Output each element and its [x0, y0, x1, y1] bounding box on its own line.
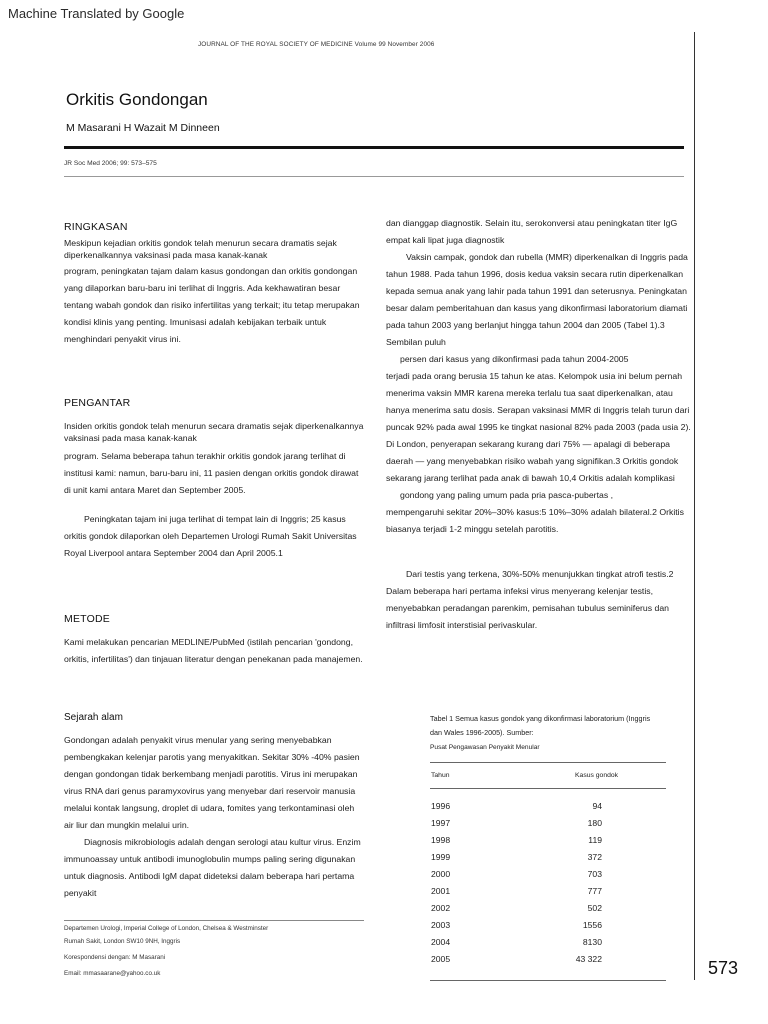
pengantar-paragraph: program. Selama beberapa tahun terakhir orkitis gondok jarang terlihat di institusi kami: namun, baru-baru ini, 11 pasien dengan orkitis gondok dirawat di unit kami antara Maret dan September 2005.	[64, 451, 359, 495]
table-cell-year: 1996	[431, 801, 451, 811]
body-paragraph: gondong yang paling umum pada pria pasca-pubertas ,	[400, 490, 613, 500]
body-paragraph: terjadi pada orang berusia 15 tahun ke atas. Kelompok usia ini belum pernah menerima vaksin MMR karena mereka terlalu tua saat diperkenalkan, atau hanya menerima satu dosis. Serapan vaksinasi MMR di Inggris telah turun dari puncak 92% pada awal 1995 ke tingkat nasional 82% pada 2003 (pada usia 2). Di London, penyerapan sekarang kurang dari 75% — apalagi di beberapa daerah — yang menyebabkan risiko wabah yang signifikan.3 Orkitis gondok sekarang jarang terlihat pada anak di bawah 10,4 Orkitis adalah komplikasi	[386, 371, 691, 483]
body-paragraph: Vaksin campak, gondok dan rubella (MMR) diperkenalkan di Inggris pada tahun 1988. Pada tahun 1996, dosis kedua vaksin secara rutin diperkenalkan kepada semua anak yang lahir pada tahun 1991 dan seterusnya. Peningkatan besar dalam pemberitahuan dan kasus yang dikonfirmasi laboratorium diamati pada tahun 2003 yang berlanjut hingga tahun 2004 dan 2005 (Tabel 1).3 Sembilan puluh	[386, 252, 688, 347]
table-cell-cases: 8130	[582, 937, 602, 947]
affiliation-department: Departemen Urologi, Imperial College of London, Chelsea & Westminster	[64, 925, 269, 932]
table-cell-year: 1999	[431, 852, 451, 862]
section-heading-pengantar: PENGANTAR	[64, 397, 131, 409]
table-cell-cases: 703	[587, 869, 602, 879]
table-cell-cases: 119	[588, 835, 602, 845]
ringkasan-section	[64, 219, 366, 348]
metode-section	[64, 611, 366, 668]
table-cell-cases: 777	[587, 886, 602, 896]
pengantar-section	[64, 395, 366, 562]
table-header-cases: Kasus gondok	[575, 772, 619, 779]
table-source: Pusat Pengawasan Penyakit Menular	[430, 744, 540, 751]
body-paragraph: mempengaruhi sekitar 20%–30% kasus:5 10%–30% adalah bilateral.2 Orkitis biasanya terjadi 1-2 minggu setelah parotitis.	[386, 507, 684, 534]
table-caption-text: Tabel 1 Semua kasus gondok yang dikonfirmasi laboratorium (Inggris dan Wales 1996-2005). Sumber:	[430, 714, 651, 737]
table-cell-cases: 180	[587, 818, 602, 828]
table-cell-year: 2000	[431, 869, 451, 879]
page-edge-rule	[694, 32, 695, 980]
article-title: Orkitis Gondongan	[66, 90, 208, 109]
table-cell-cases: 43 322	[575, 954, 602, 964]
correspondence: Korespondensi dengan: M Masarani	[64, 954, 166, 961]
ringkasan-paragraph: Meskipun kejadian orkitis gondok telah menurun secara dramatis sejak diperkenalkannya vaksinasi pada masa kanak-kanak	[64, 238, 337, 260]
body-paragraph: persen dari kasus yang dikonfirmasi pada tahun 2004-2005	[400, 354, 629, 364]
table-header-year: Tahun	[431, 772, 450, 779]
table-cell-cases: 1556	[582, 920, 602, 930]
citation: JR Soc Med 2006; 99: 573–575	[64, 160, 157, 167]
title-divider	[64, 146, 684, 149]
citation-divider	[64, 176, 684, 177]
table-cell-year: 2005	[431, 954, 451, 964]
affiliation-address: Rumah Sakit, London SW10 9NH, Inggris	[64, 938, 181, 945]
ringkasan-paragraph: program, peningkatan tajam dalam kasus gondongan dan orkitis gondongan yang dilaporkan baru-baru ini terlihat di Inggris. Ada kekhawatiran besar tentang wabah gondok dan risiko infertilitas yang terkait; itu tetap merupakan kondisi klinis yang penting. Imunisasi adalah kebijakan terbaik untuk menghindari penyakit virus ini.	[64, 266, 360, 344]
correspondence-email: Email: mmasaarane@yahoo.co.uk	[64, 970, 161, 977]
body-paragraph: Dari testis yang terkena, 30%-50% menunjukkan tingkat atrofi testis.2 Dalam beberapa hari pertama infeksi virus menyerang kelenjar testis, menyebabkan peradangan parenkim, pemisahan tubulus seminiferus dan infiltrasi limfosit interstisial perivaskular.	[386, 569, 674, 630]
table-top-rule	[430, 762, 666, 763]
table-cell-year: 1997	[431, 818, 451, 828]
table-cell-year: 2003	[431, 920, 451, 930]
table-cell-cases: 372	[587, 852, 602, 862]
table-cell-year: 2002	[431, 903, 451, 913]
right-column-text	[386, 215, 692, 634]
table-caption	[430, 712, 660, 755]
table-cell-year: 1998	[431, 835, 451, 845]
table-cell-cases: 502	[587, 903, 602, 913]
section-heading-sejarah: Sejarah alam	[64, 712, 123, 723]
pengantar-paragraph: Insiden orkitis gondok telah menurun secara dramatis sejak diperkenalkannya vaksinasi pada masa kanak-kanak	[64, 421, 364, 443]
metode-paragraph: Kami melakukan pencarian MEDLINE/PubMed (istilah pencarian 'gondong, orkitis, infertilitas') dan tinjauan literatur dengan penekanan pada manajemen.	[64, 637, 363, 664]
table-cell-cases: 94	[592, 801, 602, 811]
section-heading-metode: METODE	[64, 613, 110, 625]
table-header-rule	[430, 788, 666, 789]
section-heading-ringkasan: RINGKASAN	[64, 221, 128, 233]
sejarah-paragraph: Diagnosis mikrobiologis adalah dengan serologi atau kultur virus. Enzim immunoassay untuk antibodi imunoglobulin mumps paling sering digunakan untuk diagnosis. Antibodi IgM dapat dideteksi dalam beberapa hari pertama penyakit	[64, 837, 361, 898]
table-bottom-rule	[430, 980, 666, 981]
article-authors: M Masarani H Wazait M Dinneen	[66, 122, 220, 134]
pengantar-paragraph: Peningkatan tajam ini juga terlihat di tempat lain di Inggris; 25 kasus orkitis gondok dilaporkan oleh Departemen Urologi Rumah Sakit Universitas Royal Liverpool antara September 2004 dan April 2005.1	[64, 514, 357, 558]
table-cell-year: 2001	[431, 886, 451, 896]
table-cell-year: 2004	[431, 937, 451, 947]
sejarah-section	[64, 709, 366, 902]
page-number: 573	[708, 958, 739, 978]
machine-translated-banner: Machine Translated by Google	[8, 6, 185, 21]
footnote-divider	[64, 920, 364, 921]
body-paragraph: dan dianggap diagnostik. Selain itu, serokonversi atau peningkatan titer IgG empat kali lipat juga diagnostik	[386, 218, 678, 245]
journal-header: JOURNAL OF THE ROYAL SOCIETY OF MEDICINE Volume 99 November 2006	[198, 41, 435, 48]
sejarah-paragraph: Gondongan adalah penyakit virus menular yang sering menyebabkan pembengkakan kelenjar parotis yang menyakitkan. Sekitar 30% -40% pasien dengan gondongan tidak berkembang menjadi parotitis. Virus ini merupakan virus RNA dari genus paramyxovirus yang menyebar dari reservoir manusia melalui kontak langsung, droplet di udara, fomites yang terkontaminasi oleh air liur dan mungkin melalui urin.	[64, 735, 360, 830]
